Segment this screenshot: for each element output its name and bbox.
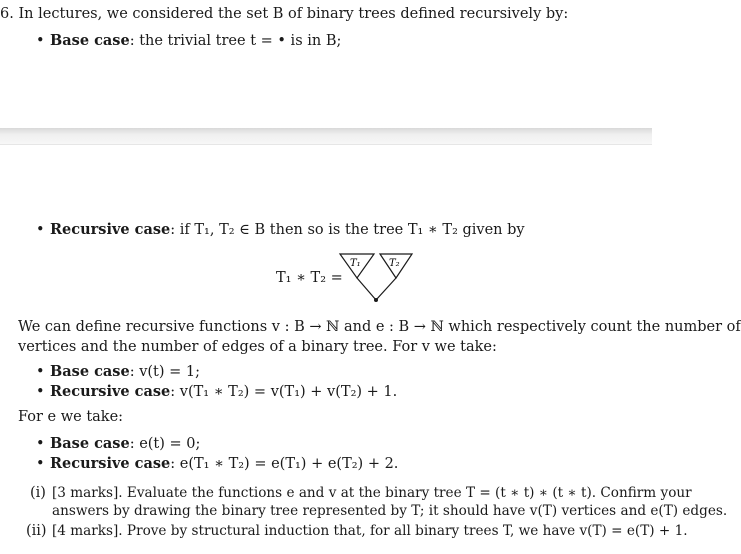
base-case-text: : the trivial tree t = • is in B;	[129, 33, 342, 49]
e-recursive-item	[36, 455, 398, 472]
question-number: 6.	[0, 6, 14, 22]
right-edge	[376, 278, 396, 300]
e-base-label: Base case	[50, 435, 130, 452]
part-i-number: (i)	[30, 485, 46, 501]
part-i-line-2: answers by drawing the binary tree represented by T; it should have v(T) vertices and e(T) edges.	[52, 503, 728, 519]
part-i-line-1: [3 marks]. Evaluate the functions e and v at the binary tree T = (t ∗ t) ∗ (t ∗ t). Confirm your	[52, 485, 692, 501]
tree-diagram	[336, 250, 416, 310]
define-line-1: We can define recursive functions v : B → ℕ and e : B → ℕ which respectively count the number of	[18, 319, 741, 335]
bullet-icon: •	[36, 33, 45, 49]
define-line-2: vertices and the number of edges of a binary tree. For v we take:	[18, 339, 497, 355]
v-recursive-item	[36, 383, 397, 400]
v-base-label: Base case	[50, 363, 130, 380]
bullet-icon: •	[36, 364, 45, 380]
bullet-icon: •	[36, 222, 45, 238]
e-recursive-text: : e(T₁ ∗ T₂) = e(T₁) + e(T₂) + 2.	[170, 456, 399, 472]
base-case-item	[36, 32, 341, 49]
part-ii-number: (ii)	[26, 523, 47, 539]
bullet-icon: •	[36, 384, 45, 400]
question-intro	[0, 6, 568, 22]
recursive-case-item	[36, 221, 525, 238]
part-ii-text: [4 marks]. Prove by structural induction that, for all binary trees T, we have v(T) = e(T) + 1.	[52, 523, 688, 539]
recursive-case-label: Recursive case	[50, 221, 171, 238]
e-base-item	[36, 435, 200, 452]
for-e-text: For e we take:	[18, 409, 124, 425]
v-base-text: : v(t) = 1;	[129, 364, 201, 380]
tree-equation: T₁ ∗ T₂ =	[276, 270, 343, 286]
right-subtree-label: T₂	[389, 258, 400, 269]
left-subtree-label: T₁	[350, 258, 361, 269]
root-node	[374, 298, 378, 302]
recursive-case-text: : if T₁, T₂ ∈ B then so is the tree T₁ ∗ T₂ given by	[170, 222, 525, 238]
left-edge	[357, 278, 376, 300]
v-base-item	[36, 363, 200, 380]
v-recursive-text: : v(T₁ ∗ T₂) = v(T₁) + v(T₂) + 1.	[170, 384, 398, 400]
e-base-text: : e(t) = 0;	[129, 436, 201, 452]
base-case-label: Base case	[50, 32, 130, 49]
page-break	[0, 128, 652, 144]
page-break-line	[0, 144, 652, 145]
intro-text: In lectures, we considered the set B of binary trees defined recursively by:	[18, 6, 569, 22]
bullet-icon: •	[36, 456, 45, 472]
bullet-icon: •	[36, 436, 45, 452]
v-recursive-label: Recursive case	[50, 383, 171, 400]
e-recursive-label: Recursive case	[50, 455, 171, 472]
